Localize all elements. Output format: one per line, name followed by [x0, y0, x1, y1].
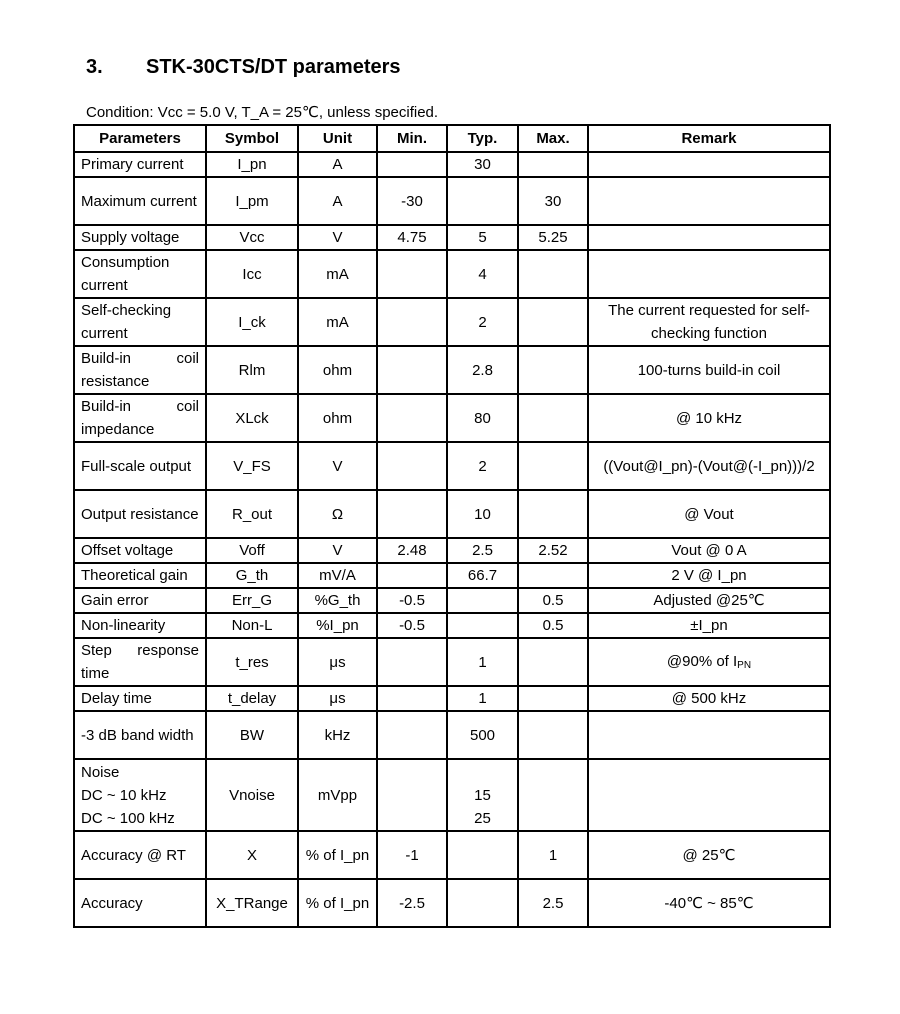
unit-cell: mA: [298, 250, 377, 298]
symbol-cell: Vnoise: [206, 759, 298, 831]
param-line: DC ~ 10 kHz: [81, 786, 167, 804]
typ-line: 15: [474, 786, 491, 804]
symbol-cell: I_pn: [206, 152, 298, 177]
table-row: [74, 588, 830, 613]
param-cell: Primary current: [74, 152, 206, 177]
table-row: [74, 298, 830, 346]
param-cell: Gain error: [74, 588, 206, 613]
remark-cell: [588, 638, 830, 686]
header-symbol: Symbol: [206, 125, 298, 152]
typ-line: 25: [474, 809, 491, 827]
remark-cell: @ 10 kHz: [588, 394, 830, 442]
remark-cell: [588, 711, 830, 759]
min-cell: [377, 759, 447, 831]
unit-cell: ohm: [298, 394, 377, 442]
table-row: [74, 177, 830, 225]
max-cell: [518, 152, 588, 177]
remark-cell: ±I_pn: [588, 613, 830, 638]
unit-cell: kHz: [298, 711, 377, 759]
param-cell: Build-in coil impedance: [74, 394, 206, 442]
param-cell: Output resistance: [74, 490, 206, 538]
typ-cell: [447, 879, 518, 927]
max-cell: [518, 442, 588, 490]
max-cell: 1: [518, 831, 588, 879]
table-header-row: [74, 125, 830, 152]
param-cell: [74, 759, 206, 831]
symbol-cell: Rlm: [206, 346, 298, 394]
table-row: [74, 346, 830, 394]
remark-cell: [588, 225, 830, 250]
param-cell: Consumption current: [74, 250, 206, 298]
min-cell: -30: [377, 177, 447, 225]
table-row: [74, 686, 830, 711]
table-row: [74, 490, 830, 538]
symbol-cell: G_th: [206, 563, 298, 588]
max-cell: [518, 759, 588, 831]
param-cell: Accuracy: [74, 879, 206, 927]
unit-cell: %I_pn: [298, 613, 377, 638]
max-cell: [518, 563, 588, 588]
remark-cell: ((Vout@I_pn)-(Vout@(-I_pn)))/2: [588, 442, 830, 490]
table-row: [74, 538, 830, 563]
remark-subscript: PN: [737, 659, 752, 671]
table-row: [74, 711, 830, 759]
min-cell: [377, 686, 447, 711]
table-row: [74, 613, 830, 638]
symbol-cell: Icc: [206, 250, 298, 298]
min-cell: [377, 442, 447, 490]
max-cell: [518, 346, 588, 394]
max-cell: [518, 490, 588, 538]
header-max: Max.: [518, 125, 588, 152]
symbol-cell: I_pm: [206, 177, 298, 225]
min-cell: 4.75: [377, 225, 447, 250]
symbol-cell: X: [206, 831, 298, 879]
typ-cell: [447, 759, 518, 831]
unit-cell: V: [298, 225, 377, 250]
typ-cell: [447, 613, 518, 638]
unit-cell: A: [298, 152, 377, 177]
unit-cell: % of I_pn: [298, 831, 377, 879]
min-cell: 2.48: [377, 538, 447, 563]
symbol-cell: R_out: [206, 490, 298, 538]
header-remark: Remark: [588, 125, 830, 152]
section-number: 3.: [86, 56, 103, 78]
table-row: [74, 563, 830, 588]
param-cell: -3 dB band width: [74, 711, 206, 759]
param-cell: Non-linearity: [74, 613, 206, 638]
section-title: STK-30CTS/DT parameters: [146, 56, 401, 78]
table-row: [74, 442, 830, 490]
table-row: [74, 831, 830, 879]
table-row: [74, 225, 830, 250]
table-row: [74, 250, 830, 298]
symbol-cell: I_ck: [206, 298, 298, 346]
remark-cell: Adjusted @25℃: [588, 588, 830, 613]
symbol-cell: Voff: [206, 538, 298, 563]
param-cell: Accuracy @ RT: [74, 831, 206, 879]
remark-cell: -40℃ ~ 85℃: [588, 879, 830, 927]
param-cell: Theoretical gain: [74, 563, 206, 588]
param-cell: Maximum current: [74, 177, 206, 225]
max-cell: [518, 686, 588, 711]
min-cell: [377, 490, 447, 538]
unit-cell: mV/A: [298, 563, 377, 588]
remark-cell: The current requested for self-checking function: [588, 298, 830, 346]
typ-cell: 4: [447, 250, 518, 298]
remark-cell: [588, 759, 830, 831]
typ-cell: 66.7: [447, 563, 518, 588]
remark-cell: Vout @ 0 A: [588, 538, 830, 563]
symbol-cell: Non-L: [206, 613, 298, 638]
min-cell: -0.5: [377, 588, 447, 613]
unit-cell: V: [298, 442, 377, 490]
typ-cell: 2.8: [447, 346, 518, 394]
unit-cell: mVpp: [298, 759, 377, 831]
min-cell: -0.5: [377, 613, 447, 638]
symbol-cell: V_FS: [206, 442, 298, 490]
typ-cell: 500: [447, 711, 518, 759]
param-cell: Step response time: [74, 638, 206, 686]
typ-cell: [447, 588, 518, 613]
remark-cell: [588, 177, 830, 225]
max-cell: 2.52: [518, 538, 588, 563]
typ-line: [454, 761, 511, 784]
remark-cell: @ 25℃: [588, 831, 830, 879]
max-cell: 0.5: [518, 588, 588, 613]
max-cell: [518, 250, 588, 298]
unit-cell: A: [298, 177, 377, 225]
symbol-cell: Vcc: [206, 225, 298, 250]
param-cell: Supply voltage: [74, 225, 206, 250]
unit-cell: Ω: [298, 490, 377, 538]
table-row: [74, 879, 830, 927]
unit-cell: ohm: [298, 346, 377, 394]
remark-cell: 2 V @ I_pn: [588, 563, 830, 588]
max-cell: 2.5: [518, 879, 588, 927]
min-cell: [377, 638, 447, 686]
typ-cell: [447, 177, 518, 225]
table-row: [74, 394, 830, 442]
remark-text: @90% of I: [666, 652, 738, 670]
symbol-cell: t_delay: [206, 686, 298, 711]
max-cell: 30: [518, 177, 588, 225]
remark-cell: @ 500 kHz: [588, 686, 830, 711]
header-parameters: Parameters: [74, 125, 206, 152]
remark-cell: [588, 250, 830, 298]
table-row: [74, 152, 830, 177]
param-line: DC ~ 100 kHz: [81, 809, 175, 827]
max-cell: [518, 394, 588, 442]
param-cell: Delay time: [74, 686, 206, 711]
param-cell: Full-scale output: [74, 442, 206, 490]
min-cell: -1: [377, 831, 447, 879]
header-min: Min.: [377, 125, 447, 152]
remark-cell: @ Vout: [588, 490, 830, 538]
max-cell: 5.25: [518, 225, 588, 250]
param-line: Noise: [81, 763, 120, 781]
min-cell: -2.5: [377, 879, 447, 927]
symbol-cell: X_TRange: [206, 879, 298, 927]
param-cell: Self-checking current: [74, 298, 206, 346]
unit-cell: μs: [298, 686, 377, 711]
typ-cell: 2.5: [447, 538, 518, 563]
typ-cell: 30: [447, 152, 518, 177]
typ-cell: 10: [447, 490, 518, 538]
typ-cell: [447, 831, 518, 879]
typ-cell: 1: [447, 686, 518, 711]
typ-cell: 5: [447, 225, 518, 250]
condition-note: Condition: Vcc = 5.0 V, T_A = 25℃, unless specified.: [86, 104, 439, 121]
parameters-table: [73, 124, 831, 928]
unit-cell: V: [298, 538, 377, 563]
table-row: [74, 638, 830, 686]
min-cell: [377, 152, 447, 177]
section-heading: [86, 56, 401, 79]
symbol-cell: Err_G: [206, 588, 298, 613]
typ-cell: 1: [447, 638, 518, 686]
min-cell: [377, 711, 447, 759]
min-cell: [377, 563, 447, 588]
max-cell: [518, 298, 588, 346]
typ-cell: 80: [447, 394, 518, 442]
symbol-cell: t_res: [206, 638, 298, 686]
table-row: [74, 759, 830, 831]
param-cell: Offset voltage: [74, 538, 206, 563]
symbol-cell: BW: [206, 711, 298, 759]
remark-cell: 100-turns build-in coil: [588, 346, 830, 394]
min-cell: [377, 394, 447, 442]
min-cell: [377, 250, 447, 298]
param-cell: Build-in coil resistance: [74, 346, 206, 394]
typ-cell: 2: [447, 442, 518, 490]
symbol-cell: XLck: [206, 394, 298, 442]
min-cell: [377, 298, 447, 346]
unit-cell: μs: [298, 638, 377, 686]
header-unit: Unit: [298, 125, 377, 152]
typ-cell: 2: [447, 298, 518, 346]
unit-cell: %G_th: [298, 588, 377, 613]
unit-cell: % of I_pn: [298, 879, 377, 927]
max-cell: [518, 638, 588, 686]
min-cell: [377, 346, 447, 394]
unit-cell: mA: [298, 298, 377, 346]
max-cell: 0.5: [518, 613, 588, 638]
remark-cell: [588, 152, 830, 177]
header-typ: Typ.: [447, 125, 518, 152]
max-cell: [518, 711, 588, 759]
